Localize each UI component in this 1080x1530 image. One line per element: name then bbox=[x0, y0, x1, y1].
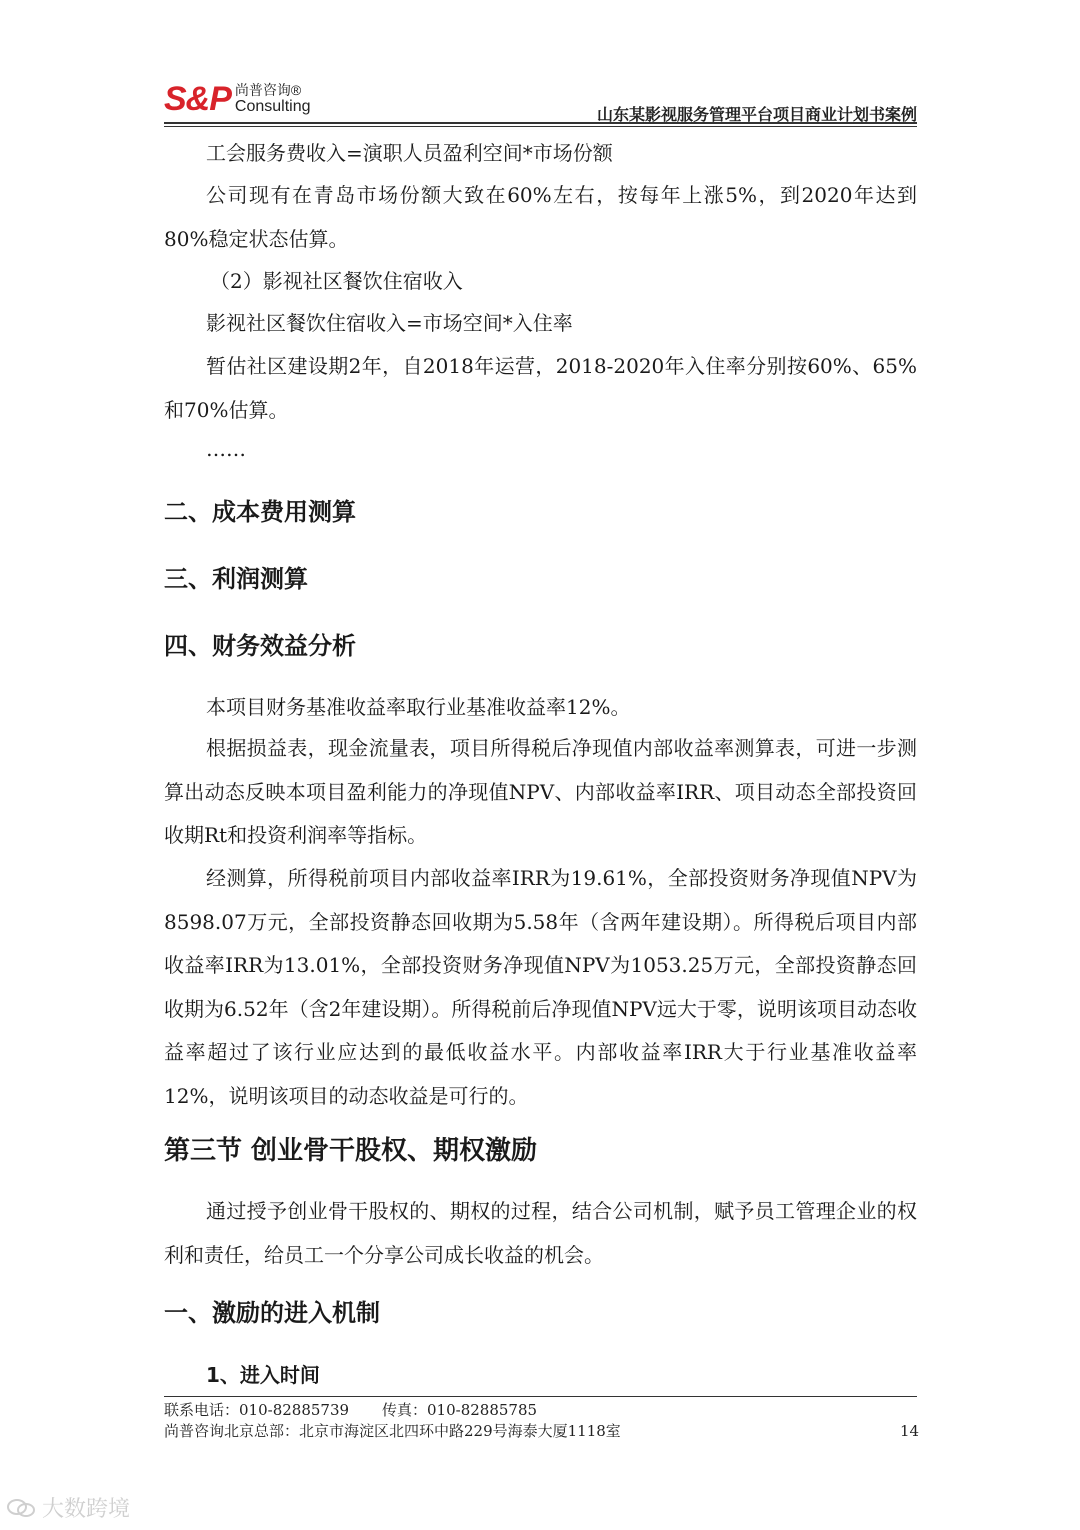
formula-union-fee: 工会服务费收入=演职人员盈利空间*市场份额 bbox=[206, 141, 613, 165]
heading-entry-time: 1、进入时间 bbox=[206, 1363, 320, 1387]
footer-phone: 联系电话：010-82885739 bbox=[164, 1401, 350, 1419]
heading-profit-estimate: 三、利润测算 bbox=[164, 565, 308, 593]
ellipsis: …… bbox=[206, 437, 246, 461]
formula-catering: 影视社区餐饮住宿收入=市场空间*入住率 bbox=[206, 311, 573, 335]
logo-text bbox=[235, 82, 311, 116]
paragraph-occupancy: 暂估社区建设期2年，自2018年运营，2018-2020年入住率分别按60%、65%和70%估算。 bbox=[164, 354, 917, 422]
header-divider-thin bbox=[164, 126, 917, 127]
paragraph-benchmark-rate: 本项目财务基准收益率取行业基准收益率12%。 bbox=[206, 695, 631, 719]
paragraph-market-share: 公司现有在青岛市场份额大致在60%左右，按每年上涨5%，到2020年达到80%稳定状态估算。 bbox=[164, 183, 917, 251]
watermark-text: 大数跨境 bbox=[42, 1497, 131, 1522]
logo-en: Consulting bbox=[234, 98, 311, 115]
footer-divider bbox=[164, 1396, 917, 1397]
page-number: 14 bbox=[900, 1422, 920, 1440]
header-divider bbox=[164, 122, 917, 124]
logo-mark: S&P bbox=[164, 80, 231, 118]
logo-cn: 尚普咨询® bbox=[234, 82, 302, 98]
heading-entry-mechanism: 一、激励的进入机制 bbox=[164, 1299, 380, 1327]
footer-fax: 传真：010-82885785 bbox=[382, 1401, 538, 1419]
heading-cost-estimate: 二、成本费用测算 bbox=[164, 498, 356, 526]
heading-section-3: 第三节 创业骨干股权、期权激励 bbox=[164, 1136, 538, 1166]
document-title: 山东某影视服务管理平台项目商业计划书案例 bbox=[596, 105, 917, 124]
paragraph-incentive: 通过授予创业骨干股权的、期权的过程，结合公司机制，赋予员工管理企业的权利和责任，给员工一个分享公司成长收益的机会。 bbox=[164, 1199, 917, 1267]
watermark bbox=[6, 1492, 130, 1523]
chat-bubble-icon bbox=[6, 1497, 36, 1519]
paragraph-indicators: 根据损益表，现金流量表，项目所得税后净现值内部收益率测算表，可进一步测算出动态反映本项目盈利能力的净现值NPV、内部收益率IRR、项目动态全部投资回收期Rt和投资利润率等指标。 bbox=[164, 736, 917, 847]
company-logo bbox=[164, 80, 311, 116]
paragraph-results: 经测算，所得税前项目内部收益率IRR为19.61%，全部投资财务净现值NPV为8598.07万元，全部投资静态回收期为5.58年（含两年建设期）。所得税后项目内部收益率IRR为13.01%，全部投资财务净现值NPV为1053.25万元，全部投资静态回收期为6.52年（含2年建设期）。所得税前后净现值NPV远大于零，说明该项目动态收益率超过了该行业应达到的最低收益水平。内部收益率IRR大于行业基准收益率12%，说明该项目的动态收益是可行的。 bbox=[164, 866, 917, 1108]
subheading-catering: （2）影视社区餐饮住宿收入 bbox=[210, 269, 463, 293]
footer-address: 尚普咨询北京总部：北京市海淀区北四环中路229号海泰大厦1118室 bbox=[164, 1422, 621, 1440]
heading-financial-analysis: 四、财务效益分析 bbox=[164, 632, 356, 660]
